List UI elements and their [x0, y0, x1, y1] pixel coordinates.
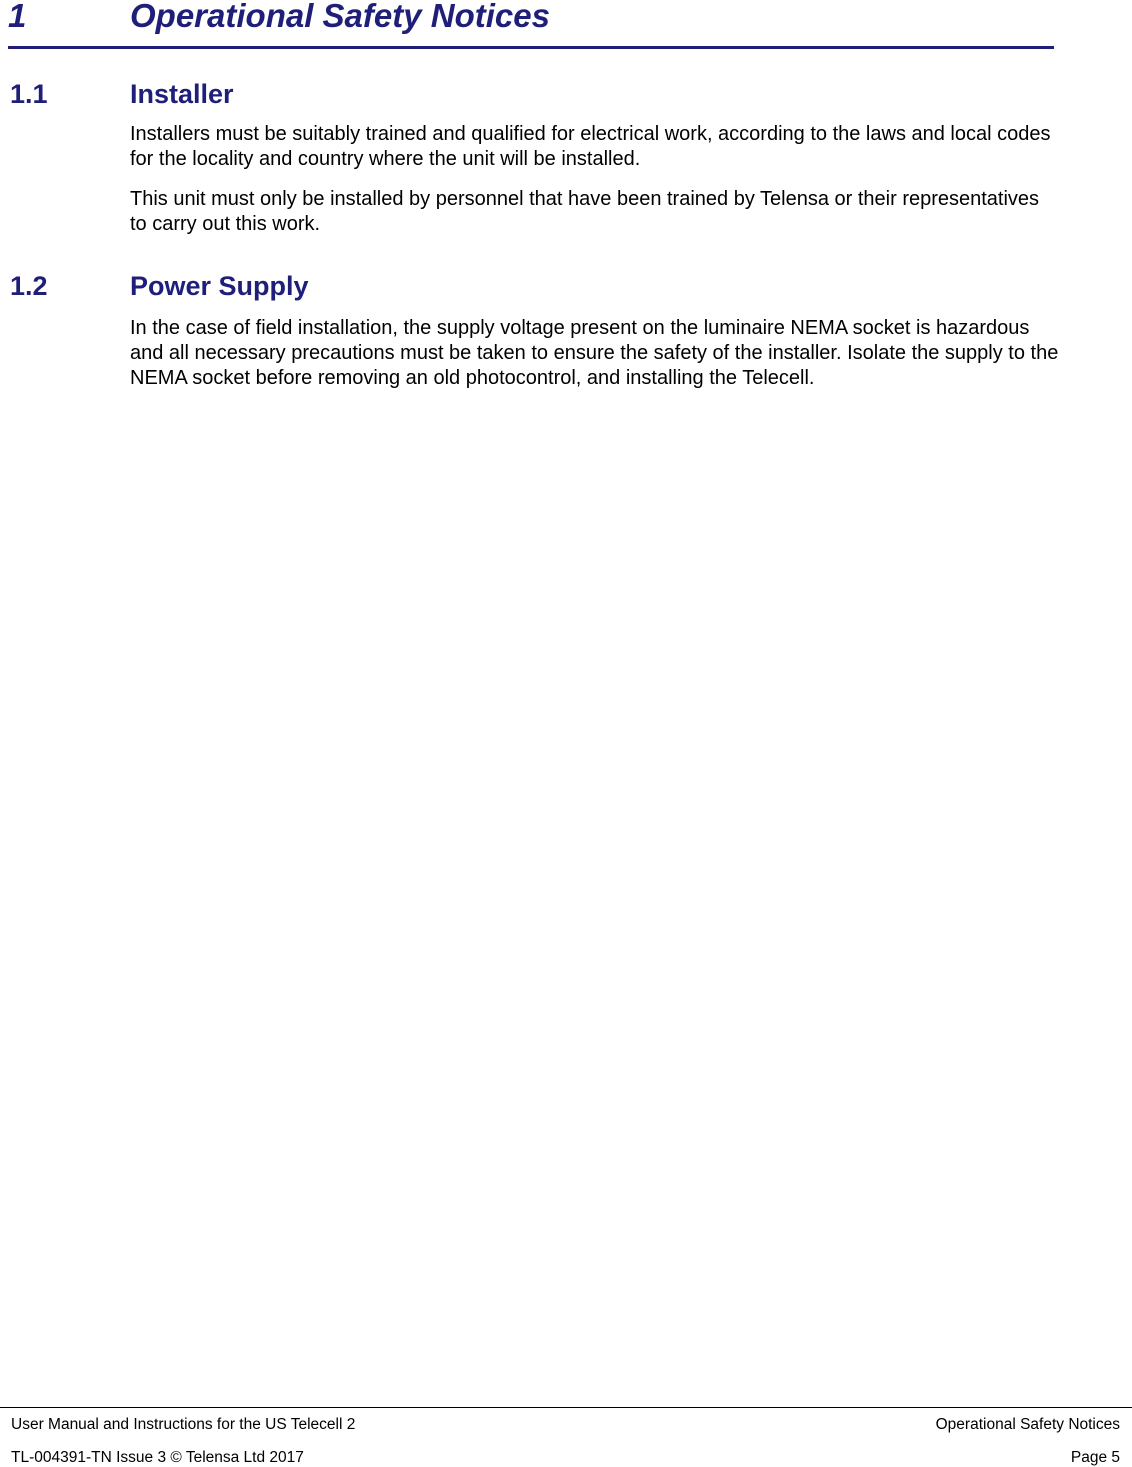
footer-doc-id: TL-004391-TN Issue 3 © Telensa Ltd 2017 — [11, 1449, 304, 1466]
footer-divider — [0, 1407, 1132, 1408]
section-title: Installer — [130, 79, 234, 109]
section-number: 1.2 — [10, 271, 48, 301]
chapter-title: Operational Safety Notices — [130, 0, 550, 34]
section-number: 1.1 — [10, 79, 48, 109]
chapter-number: 1 — [8, 0, 27, 34]
footer-doc-title: User Manual and Instructions for the US Telecell 2 — [11, 1416, 356, 1433]
section-title: Power Supply — [130, 271, 309, 301]
section-heading — [10, 270, 1070, 302]
paragraph: This unit must only be installed by personnel that have been trained by Telensa or their representatives to carry out this work. — [130, 188, 1040, 235]
paragraph: In the case of field installation, the supply voltage present on the luminaire NEMA socket is hazardous and all necessary precautions must be taken to ensure the safety of the installer. Isolate the supply to the NEMA socket before removing an old photocontrol, and installing the Telecell. — [130, 317, 1059, 389]
footer-section-name: Operational Safety Notices — [935, 1416, 1120, 1433]
section-installer — [10, 78, 1070, 237]
section-power-supply — [10, 270, 1070, 391]
footer-page-number: Page 5 — [1070, 1449, 1120, 1466]
paragraph: Installers must be suitably trained and qualified for electrical work, according to the laws and local codes for the locality and country where the unit will be installed. — [130, 123, 1051, 170]
chapter-heading — [8, 0, 1054, 49]
section-heading — [10, 78, 1070, 110]
